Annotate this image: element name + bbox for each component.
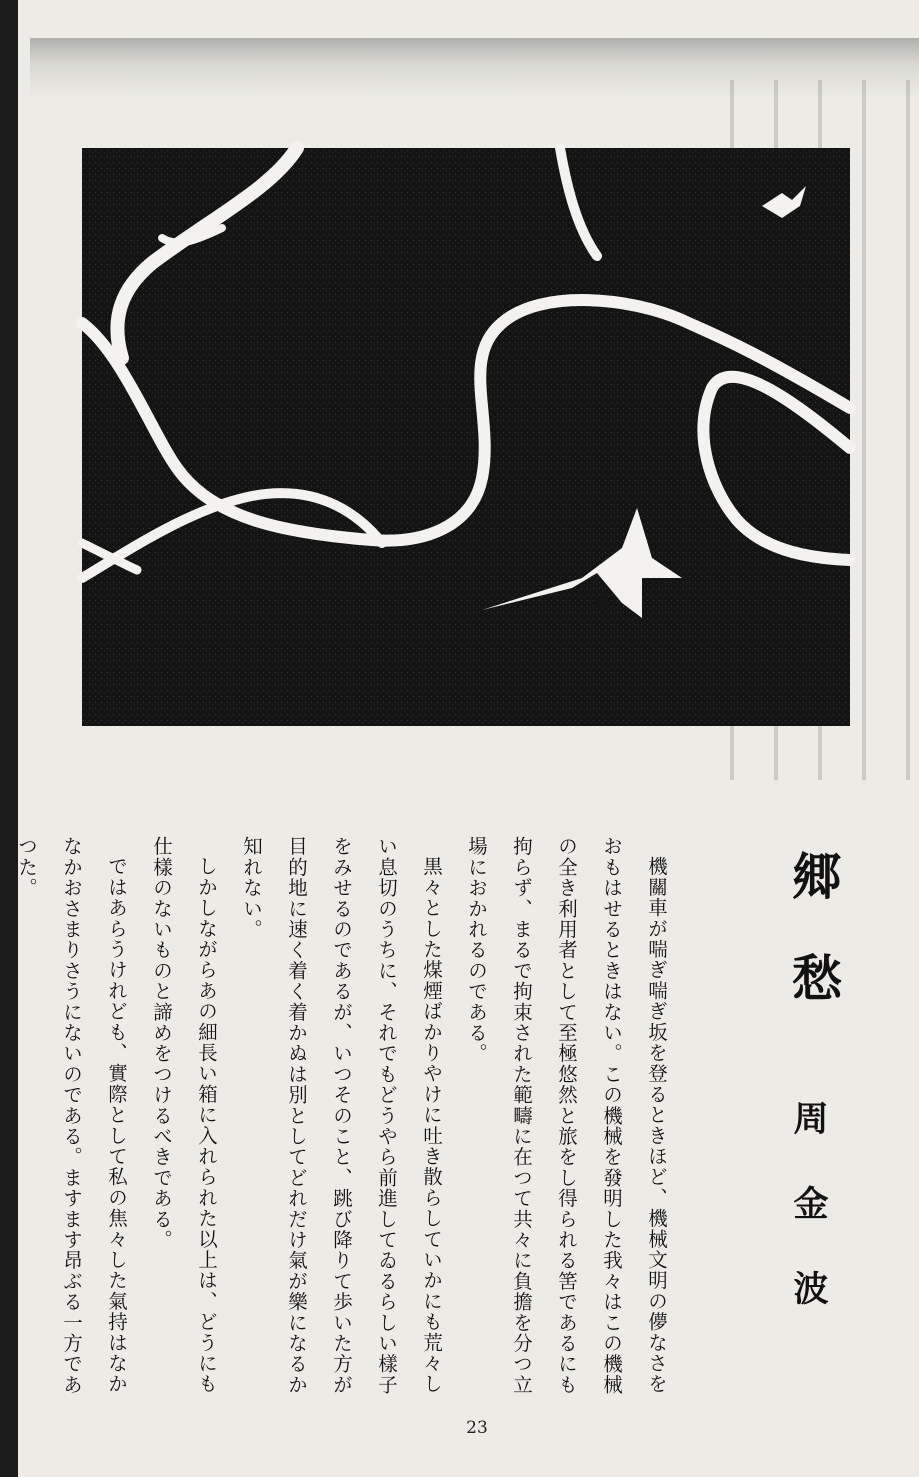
article-body (15, 836, 679, 1406)
paragraph: しかしながらあの細長い箱に入れられた以上は、どうにも仕樣のないものと諦めをつけるべきである。 (150, 836, 218, 1394)
page-number: 23 (466, 1418, 488, 1438)
author-name: 周金波 (788, 1100, 829, 1355)
woodcut-illustration (82, 148, 850, 726)
paragraph: ではあらうけれども、實際として私の焦々した氣持はなかなかおさまりさうにないのである。ますます昂ぶる一方であつた。 (15, 836, 128, 1395)
paragraph: 機關車が喘ぎ喘ぎ坂を登るときほど、機械文明の儚なさをおもはせるときはない。この機械を發明した我々はこの機械の全き利用者として至極悠然と旅をし得られる筈であるにも拘らず、まるで拘束された範疇に在つて共々に負擔を分つ立場におかれるのである。 (465, 836, 668, 1395)
article-title: 郷愁 (784, 850, 843, 1054)
moon-spot (595, 596, 609, 610)
paragraph: 黒々とした煤煙ばかりやけに吐き散らしていかにも荒々しい息切のうちに、それでもどうやら前進してゐるらしい樣子をみせるのであるが、いつそのこと、跳び降りて歩いた方が目的地に速く着く着かぬは別としてどれだけ氣が樂になるか知れない。 (240, 836, 443, 1395)
